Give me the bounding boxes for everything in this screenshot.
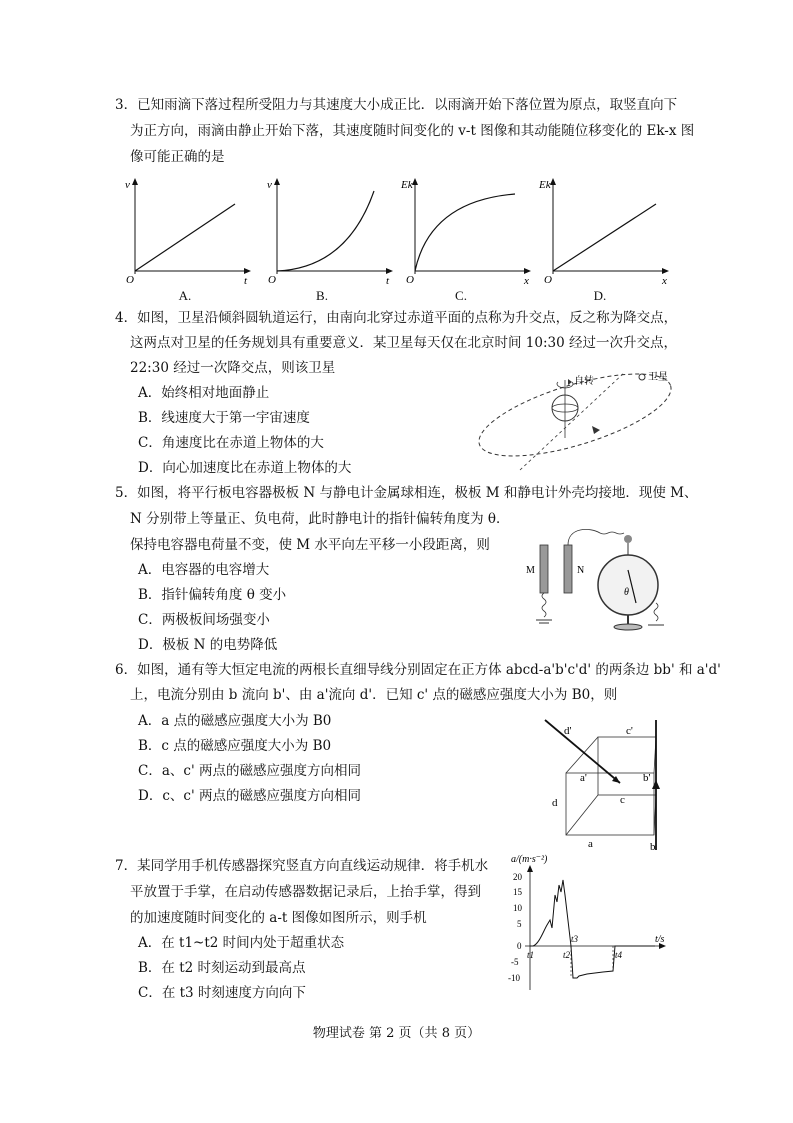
q5-option-a: A．电容器的电容增大 [138,562,270,578]
q5-option-b: B．指针偏转角度 θ 变小 [138,587,287,603]
q6-vertex-c: c [620,794,625,806]
q7-ytick-5: 5 [517,919,522,929]
q4-option-c: C．角速度比在赤道上物体的大 [138,435,324,451]
q7-ytick-20: 20 [513,872,522,882]
q5-option-d: D．极板 N 的电势降低 [138,637,278,653]
q6-vertex-b: b [650,841,656,853]
q5-option-c: C．两极板间场强变小 [138,612,270,628]
q5-line-2: N 分别带上等量正、负电荷，此时静电计的指针偏转角度为 θ． [130,511,510,527]
q6-option-a: A．a 点的磁感应强度大小为 B0 [138,713,332,729]
q7-ytick-0: 0 [517,941,522,951]
page-footer: 物理试卷 第 2 页（共 8 页） [312,1026,481,1041]
q7-t2: t2 [563,950,571,960]
q3b-ylabel: v [267,179,272,191]
q4-line-2: 这两点对卫星的任务规划具有重要意义．某卫星每天仅在北京时间 10:30 经过一次升交点， [130,335,677,351]
q3d-ylabel: Ek [539,179,551,191]
q7-at-graph [505,850,685,1000]
q7-t4: t4 [615,950,623,960]
q3-caption-c: C. [455,288,467,303]
q4-satellite-label: 卫星 [648,372,668,383]
q6-vertex-b-prime: b' [643,772,651,784]
q4-rotation-label: 自转 [574,376,594,387]
q7-t1: t1 [527,950,535,960]
q4-option-b: B．线速度大于第一宇宙速度 [138,410,310,426]
q6-cube-figure [540,715,690,855]
q7-ytick-10: 10 [513,903,522,913]
q6-line-2: 上，电流分别由 b 流向 b'、由 a'流向 d'．已知 c' 点的磁感应强度大小为 B0，则 [130,687,618,703]
q6-vertex-a-prime: a' [580,772,587,784]
q7-ytick-m10: -10 [508,973,520,983]
q6-vertex-a: a [588,838,593,850]
q6-line-1: 6．如图，通有等大恒定电流的两根长直细导线分别固定在正方体 abcd-a'b'c'd' 的两条边 bb' 和 a'd' [115,662,721,678]
q3-caption-b: B. [316,288,328,303]
q6-option-c: C．a、c' 两点的磁感应强度方向相同 [138,763,361,779]
q7-ylabel: a/(m·s⁻²) [511,854,548,865]
q3-graph-d [538,176,678,286]
q6-vertex-d: d [552,797,558,809]
q3c-xlabel: x [524,275,529,287]
q4-option-a: A．始终相对地面静止 [138,385,270,401]
q4-line-3: 22:30 经过一次降交点，则该卫星 [130,360,336,376]
q3-line-2: 为正方向，雨滴由静止开始下落，其速度随时间变化的 v-t 图像和其动能随位移变化的 Ek-x 图 [130,123,695,139]
q6-vertex-d-prime: d' [564,725,572,737]
q5-line-3: 保持电容器电荷量不变，使 M 水平向左平移一小段距离，则 [130,537,490,553]
q6-option-d: D．c、c' 两点的磁感应强度方向相同 [138,788,361,804]
q6-vertex-c-prime: c' [626,725,633,737]
q7-option-c: C．在 t3 时刻速度方向向下 [138,985,306,1001]
q7-option-b: B．在 t2 时刻运动到最高点 [138,960,306,976]
q3c-ylabel: Ek [401,179,413,191]
q7-line-1: 7．某同学用手机传感器探究竖直方向直线运动规律．将手机水 [115,858,489,874]
q7-line-2: 平放置于手掌，在启动传感器数据记录后，上抬手掌，得到 [130,884,481,900]
q7-ytick-15: 15 [513,887,522,897]
q3-caption-d: D. [593,288,607,303]
q3b-origin: O [268,274,276,286]
q7-ytick-m5: -5 [511,957,519,967]
q3a-origin: O [126,274,134,286]
q7-option-a: A．在 t1~t2 时间内处于超重状态 [138,935,345,951]
q5-electroscope-figure [520,525,680,635]
q3d-xlabel: x [662,275,667,287]
q5-plate-m: M [526,565,535,576]
q4-orbit-figure [480,360,680,480]
q4-option-d: D．向心加速度比在赤道上物体的大 [138,460,352,476]
q7-xlabel: t/s [655,934,665,945]
q3a-ylabel: v [125,179,130,191]
q5-angle: θ [624,587,629,598]
q3a-xlabel: t [244,275,248,287]
q3-graph-c [400,176,540,286]
q5-line-1: 5．如图，将平行板电容器极板 N 与静电计金属球相连，极板 M 和静电计外壳均接地．现使 M、 [115,485,698,501]
q3c-origin: O [406,274,414,286]
q7-t3: t3 [571,934,579,944]
q4-line-1: 4．如图，卫星沿倾斜圆轨道运行，由南向北穿过赤道平面的点称为升交点，反之称为降交点， [115,310,678,326]
q6-option-b: B．c 点的磁感应强度大小为 B0 [138,738,332,754]
q7-line-3: 的加速度随时间变化的 a-t 图像如图所示，则手机 [130,910,427,926]
q3-graph-b [262,176,402,286]
q3d-origin: O [544,274,552,286]
q5-plate-n: N [577,565,585,576]
q3-caption-a: A. [178,288,192,303]
q3b-xlabel: t [386,275,390,287]
q3-line-1: 3．已知雨滴下落过程所受阻力与其速度大小成正比．以雨滴开始下落位置为原点，取竖直向下 [115,97,678,113]
q3-graph-a [120,176,260,286]
q3-line-3: 像可能正确的是 [130,149,225,165]
